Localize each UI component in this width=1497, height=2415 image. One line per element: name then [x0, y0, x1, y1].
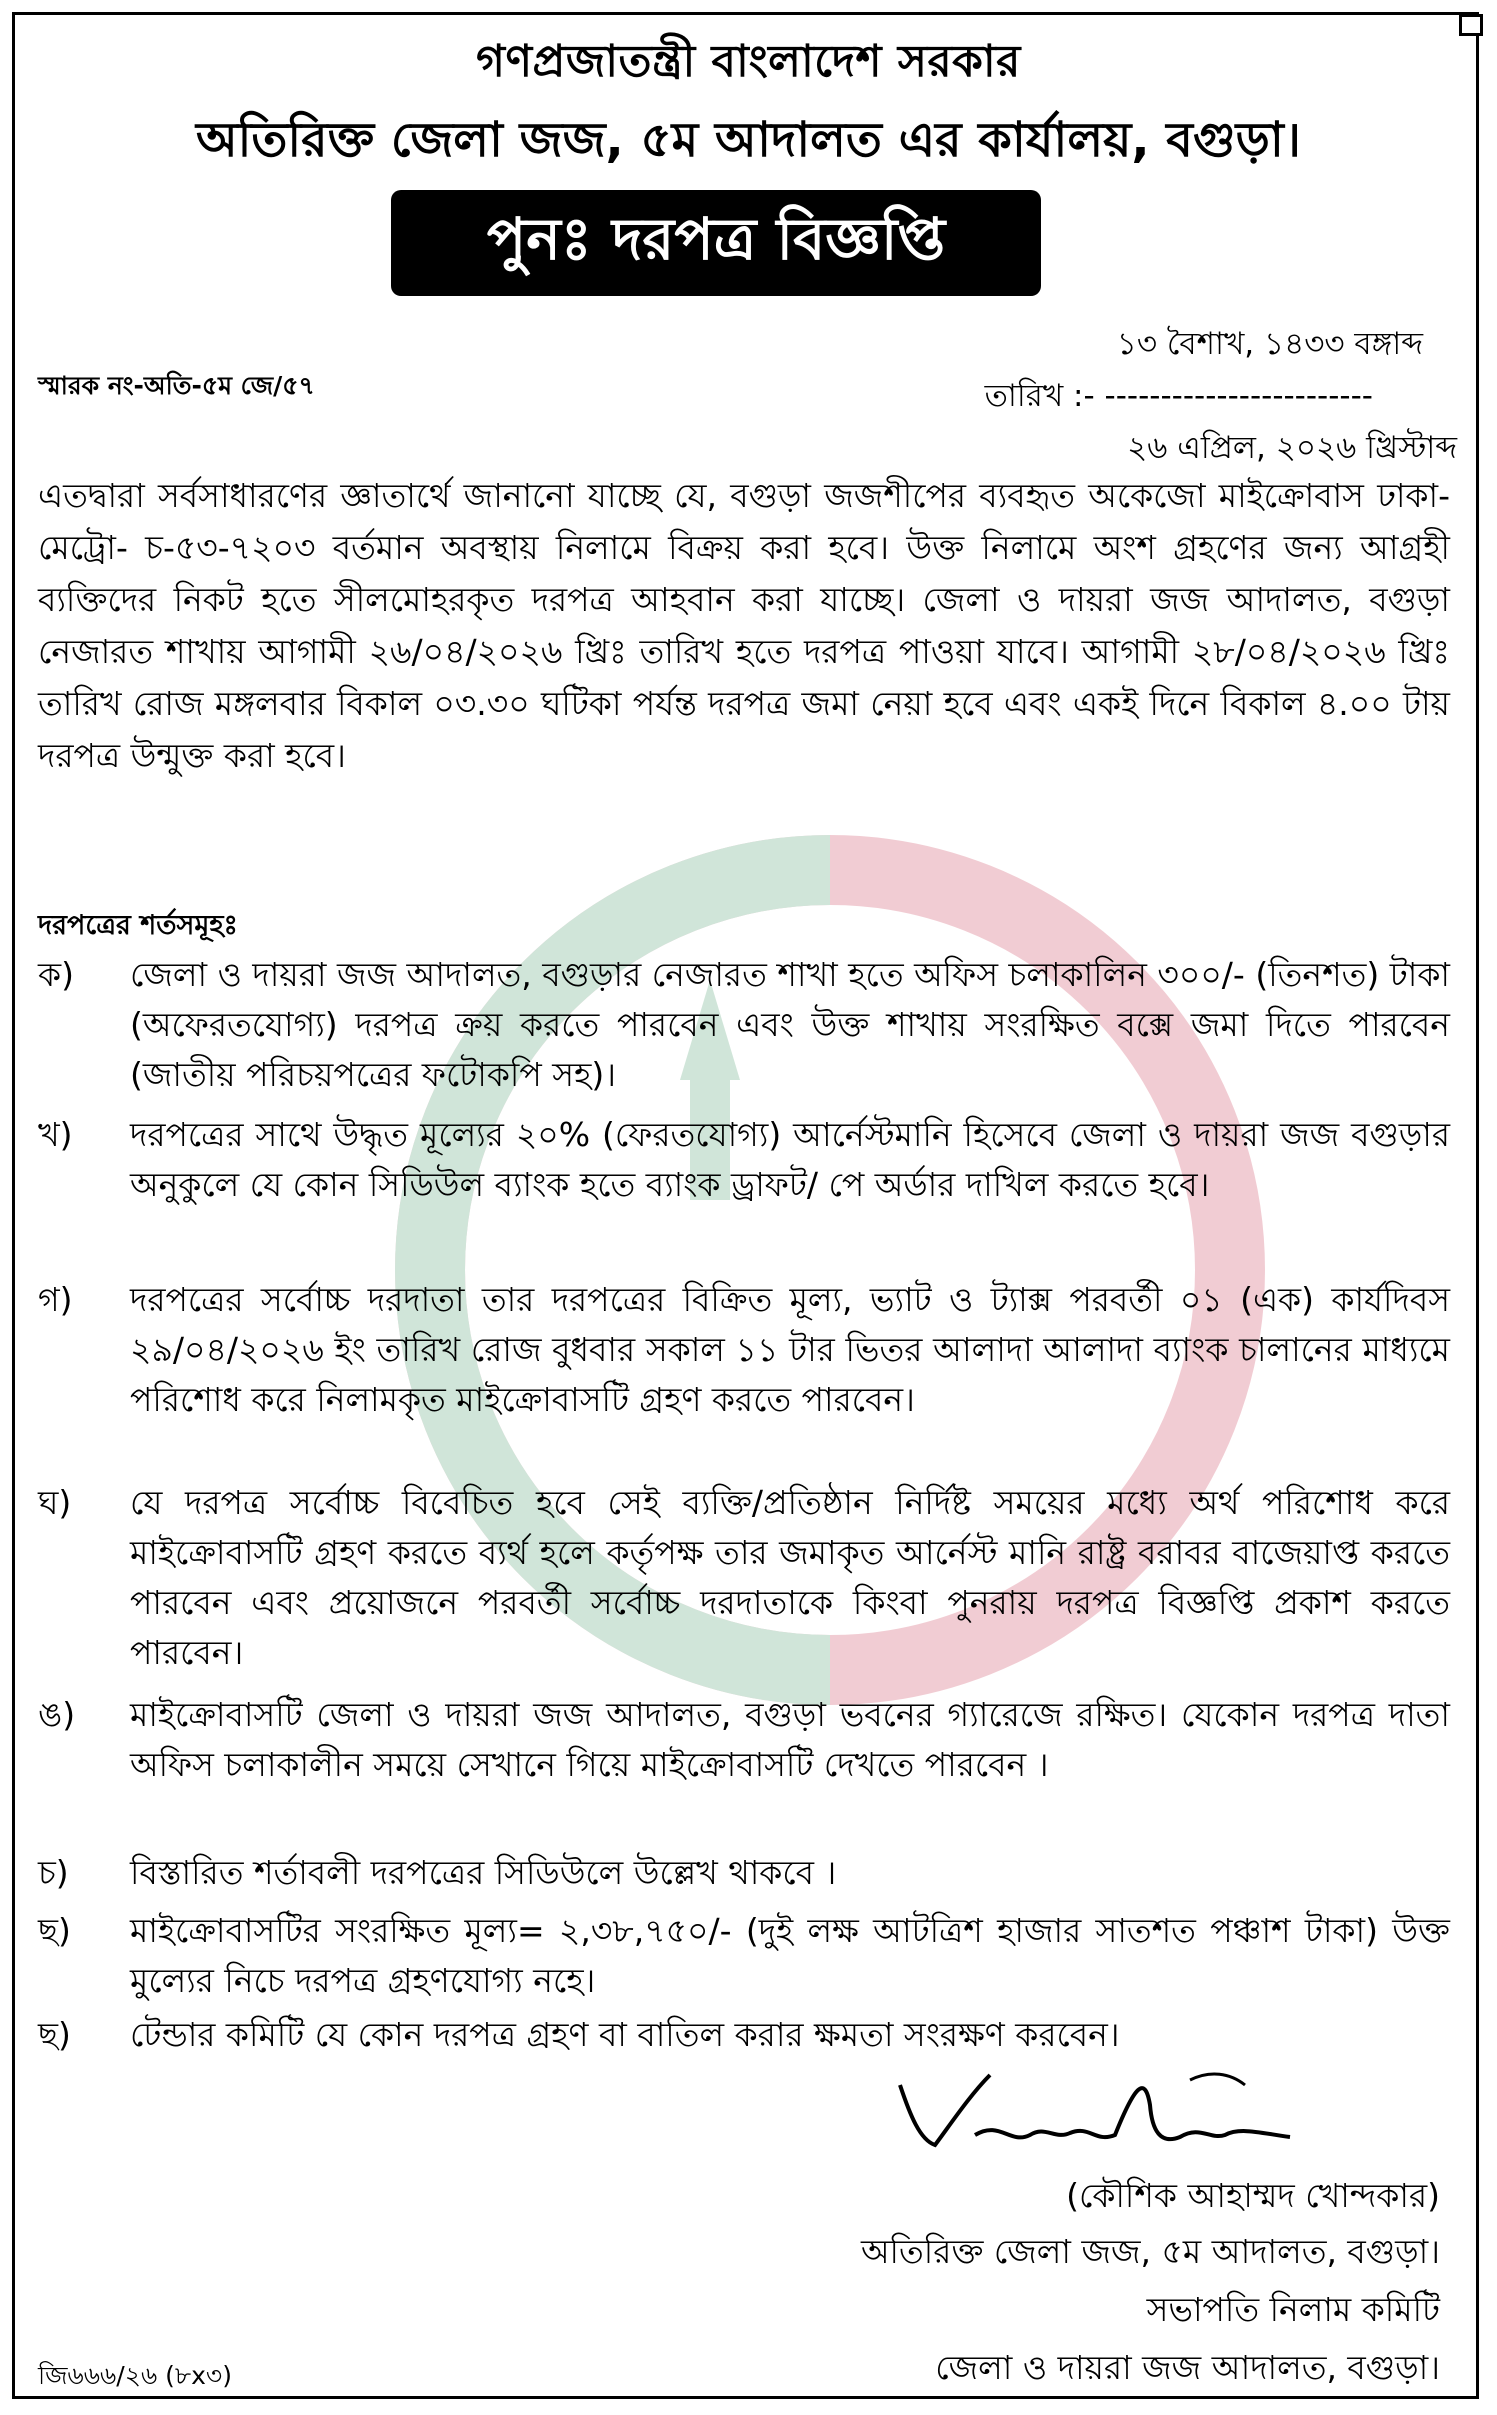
notice-title: পুনঃ দরপত্র বিজ্ঞপ্তি — [391, 190, 1041, 296]
condition-item — [38, 1478, 1450, 1678]
condition-text: দরপত্রের সর্বোচ্চ দরদাতা তার দরপত্রের বিক্রিত মূল্য, ভ্যাট ও ট্যাক্স পরবর্তী ০১ (এক) কার্যদিবস ২৯/০৪/২০২৬ ইং তারিখ রোজ বুধবার সকাল ১১ টার ভিতর আলাদা আলাদা ব্যাংক চালানের মাধ্যমে পরিশোধ করে নিলামকৃত মাইক্রোবাসটি গ্রহণ করতে পারবেন। — [130, 1280, 1450, 1419]
condition-item — [38, 950, 1450, 1100]
condition-text: বিস্তারিত শর্তাবলী দরপত্রের সিডিউলে উল্লেখ থাকবে । — [130, 1853, 837, 1892]
conditions-heading: দরপত্রের শর্তসমূহঃ — [38, 910, 238, 941]
memo-number: স্মারক নং-অতি-৫ম জে/৫৭ — [38, 371, 315, 400]
signatory-role: সভাপতি নিলাম কমিটি — [1146, 2290, 1440, 2329]
condition-item — [38, 1275, 1450, 1425]
condition-item — [38, 1848, 1450, 1898]
signatory-designation: অতিরিক্ত জেলা জজ, ৫ম আদালত, বগুড়া। — [860, 2232, 1440, 2271]
condition-label: ছ) — [38, 1911, 71, 1950]
condition-text: যে দরপত্র সর্বোচ্চ বিবেচিত হবে সেই ব্যক্তি/প্রতিষ্ঠান নির্দিষ্ট সময়ের মধ্যে অর্থ পরিশোধ করে মাইক্রোবাসটি গ্রহণ করতে ব্যর্থ হলে কর্তৃপক্ষ তার জমাকৃত আর্নেস্ট মানি রাষ্ট্র বরাবর বাজেয়াপ্ত করতে পারবেন এবং প্রয়োজনে পরবর্তী সর্বোচ্চ দরদাতাকে কিংবা পুনরায় দরপত্র বিজ্ঞপ্তি প্রকাশ করতে পারবেন। — [130, 1483, 1450, 1672]
header-government: গণপ্রজাতন্ত্রী বাংলাদেশ সরকার — [476, 36, 1021, 87]
condition-label: ঙ) — [38, 1695, 76, 1734]
condition-item — [38, 1690, 1450, 1790]
date-label: তারিখ :- ------------------------ — [984, 378, 1373, 414]
notice-body: এতদ্বারা সর্বসাধারণের জ্ঞাতার্থে জানানো যাচ্ছে যে, বগুড়া জজশীপের ব্যবহৃত অকেজো মাইক্রোবাস ঢাকা-মেট্রো- চ-৫৩-৭২০৩ বর্তমান অবস্থায় নিলামে বিক্রয় করা হবে। উক্ত নিলামে অংশ গ্রহণের জন্য আগ্রহী ব্যক্তিদের নিকট হতে সীলমোহরকৃত দরপত্র আহবান করা যাচ্ছে। জেলা ও দায়রা জজ আদালত, বগুড়া নেজারত শাখায় আগামী ২৬/০৪/২০২৬ খ্রিঃ তারিখ হতে দরপত্র পাওয়া যাবে। আগামী ২৮/০৪/২০২৬ খ্রিঃ তারিখ রোজ মঙ্গলবার বিকাল ০৩.৩০ ঘটিকা পর্যন্ত দরপত্র জমা নেয়া হবে এবং একই দিনে বিকাল ৪.০০ টায় দরপত্র উন্মুক্ত করা হবে। — [38, 476, 1450, 775]
condition-text: মাইক্রোবাসটির সংরক্ষিত মূল্য= ২,৩৮,৭৫০/- (দুই লক্ষ আটত্রিশ হাজার সাতশত পঞ্চাশ টাকা) উক্ত মুল্যের নিচে দরপত্র গ্রহণযোগ্য নহে। — [130, 1911, 1450, 2000]
condition-text: মাইক্রোবাসটি জেলা ও দায়রা জজ আদালত, বগুড়া ভবনের গ্যারেজে রক্ষিত। যেকোন দরপত্র দাতা অফিস চলাকালীন সময়ে সেখানে গিয়ে মাইক্রোবাসটি দেখতে পারবেন । — [130, 1695, 1450, 1784]
signatory-name: (কৌশিক আহাম্মদ খোন্দকার) — [1066, 2176, 1440, 2215]
bangla-date: ১৩ বৈশাখ, ১৪৩৩ বঙ্গাব্দ — [1116, 326, 1423, 362]
condition-item — [38, 2010, 1450, 2060]
condition-item — [38, 1110, 1450, 1210]
header-office: অতিরিক্ত জেলা জজ, ৫ম আদালত এর কার্যালয়, বগুড়া। — [196, 112, 1301, 168]
condition-label: ক) — [38, 955, 74, 994]
condition-label: চ) — [38, 1853, 69, 1892]
condition-text: টেন্ডার কমিটি যে কোন দরপত্র গ্রহণ বা বাতিল করার ক্ষমতা সংরক্ষণ করবেন। — [130, 2015, 1120, 2054]
condition-item — [38, 1906, 1450, 2006]
condition-label: গ) — [38, 1280, 73, 1319]
condition-label: খ) — [38, 1115, 73, 1154]
footer-code: জি৬৬৬/২৬ (৮x৩) — [38, 2361, 232, 2390]
condition-text: জেলা ও দায়রা জজ আদালত, বগুড়ার নেজারত শাখা হতে অফিস চলাকালিন ৩০০/- (তিনশত) টাকা (অফেরতযোগ্য) দরপত্র ক্রয় করতে পারবেন এবং উক্ত শাখায় সংরক্ষিত বক্সে জমা দিতে পারবেন (জাতীয় পরিচয়পত্রের ফটোকপি সহ)। — [130, 955, 1450, 1094]
condition-label: ছ) — [38, 2015, 71, 2054]
signatory-office: জেলা ও দায়রা জজ আদালত, বগুড়া। — [935, 2348, 1440, 2387]
condition-label: ঘ) — [38, 1483, 72, 1522]
condition-text: দরপত্রের সাথে উদ্ধৃত মূল্যের ২০% (ফেরতযোগ্য) আর্নেস্টমানি হিসেবে জেলা ও দায়রা জজ বগুড়ার অনুকুলে যে কোন সিডিউল ব্যাংক হতে ব্যাংক ড্রাফট/ পে অর্ডার দাখিল করতে হবে। — [130, 1115, 1450, 1204]
english-date: ২৬ এপ্রিল, ২০২৬ খ্রিস্টাব্দ — [1127, 430, 1457, 466]
signature — [880, 2065, 1310, 2160]
